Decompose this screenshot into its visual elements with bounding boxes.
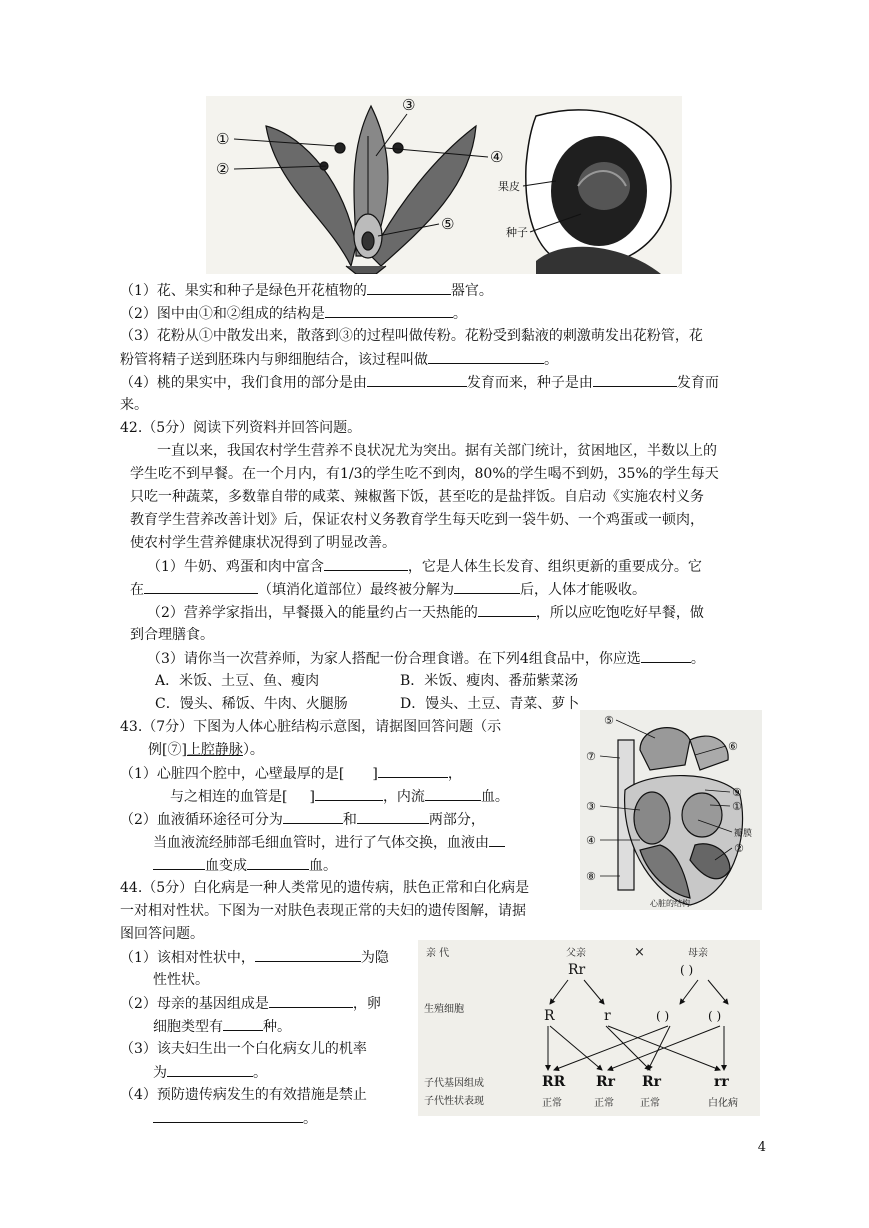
q41-part1: （1）花、果实和种子是绿色开花植物的 器官。	[120, 280, 493, 301]
q44-part3-line2: 为 。	[153, 1062, 267, 1083]
answer-blank[interactable]	[325, 303, 453, 318]
row-label-offspring-phenotype: 子代性状表现	[424, 1096, 484, 1107]
row-label-gametes: 生殖细胞	[424, 1004, 464, 1015]
heart-structure-figure	[580, 710, 762, 910]
flower-fruit-figure	[206, 96, 682, 274]
trait-4: 白化病	[708, 1098, 738, 1109]
q44-part4-line2: 。	[153, 1108, 317, 1129]
q42-passage-line1: 一直以来，我国农村学生营养不良状况尤为突出。据有关部门统计，贫困地区，半数以上的	[157, 443, 717, 459]
q41-part3-line2: 粉管将精子送到胚珠内与卵细胞结合，该过程叫做 。	[120, 349, 558, 370]
answer-blank[interactable]	[255, 947, 361, 962]
q42-option-b: B．米饭、瘦肉、番茄紫菜汤	[400, 673, 579, 689]
heart-callout-2: ②	[734, 842, 744, 855]
q42-heading: 42.（5分）阅读下列资料并回答问题。	[120, 420, 362, 436]
mother-label: 母亲	[688, 948, 708, 959]
answer-blank[interactable]	[425, 786, 481, 801]
cross-symbol: ×	[634, 945, 645, 960]
answer-blank[interactable]	[378, 763, 448, 778]
answer-blank[interactable]	[324, 556, 408, 571]
q43-heading-example: 例[⑦]上腔静脉）。	[148, 742, 264, 758]
answer-blank[interactable]	[593, 372, 677, 387]
q42-option-a: A．米饭、土豆、鱼、瘦肉	[155, 673, 320, 689]
heart-callout-9: ⑨	[732, 786, 742, 799]
heart-callout-6: ⑥	[728, 740, 738, 753]
gamete-R: R	[544, 1008, 555, 1024]
trait-1: 正常	[542, 1098, 562, 1109]
offspring-Rr-2: Rr	[642, 1074, 662, 1090]
offspring-rr: rr	[714, 1074, 729, 1090]
trait-3: 正常	[640, 1098, 660, 1109]
father-label: 父亲	[566, 948, 586, 959]
answer-blank[interactable]	[223, 1016, 263, 1031]
q43-heading: 43.（7分）下图为人体心脏结构示意图，请据图回答问题（示	[120, 719, 502, 735]
callout-4: ④	[490, 148, 504, 166]
answer-blank[interactable]	[167, 1062, 253, 1077]
q44-part1-line2: 性性状。	[153, 972, 209, 988]
heart-callout-7: ⑦	[586, 750, 596, 763]
q44-part2-line1: （2）母亲的基因组成是 ，卵	[120, 993, 381, 1014]
answer-blank[interactable]	[283, 809, 343, 824]
q44-heading-line3: 图回答问题。	[120, 926, 204, 942]
q42-sub3: （3）请你当一次营养师，为家人搭配一份合理食谱。在下列4组食品中，你应选 。	[147, 648, 705, 669]
answer-blank[interactable]	[315, 786, 383, 801]
heart-callout-3: ③	[586, 800, 596, 813]
callout-5: ⑤	[441, 215, 455, 233]
callout-3: ③	[402, 96, 416, 114]
q44-heading-line2: 一对相对性状。下图为一对肤色表现正常的夫妇的遗传图解，请据	[120, 903, 526, 919]
heart-caption: 心脏的结构	[650, 899, 690, 908]
genetics-diagram	[418, 940, 760, 1116]
heart-callout-8: ⑧	[586, 870, 596, 883]
callout-2: ②	[216, 160, 230, 178]
q42-sub1-line1: （1）牛奶、鸡蛋和肉中富含 ，它是人体生长发育、组织更新的重要成分。它	[147, 556, 702, 577]
answer-blank[interactable]	[428, 349, 544, 364]
q44-part2-line2: 细胞类型有 种。	[153, 1016, 291, 1037]
q42-passage-line2: 学生吃不到早餐。在一个月内，有1/3的学生吃不到肉，80%的学生喝不到奶，35%的学生每天	[130, 466, 719, 482]
q44-part3-line1: （3）该夫妇生出一个白化病女儿的机率	[120, 1041, 367, 1057]
seed-label: 种子	[506, 226, 528, 239]
q42-passage-line4: 教育学生营养改善计划》后，保证农村义务教育学生每天吃到一袋牛奶、一个鸡蛋或一顿肉，	[130, 512, 704, 528]
answer-blank[interactable]	[478, 602, 536, 617]
callout-1: ①	[216, 130, 230, 148]
offspring-Rr-1: Rr	[596, 1074, 616, 1090]
offspring-RR: RR	[542, 1074, 566, 1090]
q43-part1-line1: （1）心脏四个腔中，心壁最厚的是[ ] ，	[120, 763, 462, 784]
q44-heading-line1: 44.（5分）白化病是一种人类常见的遗传病，肤色正常和白化病是	[120, 880, 530, 896]
trait-2: 正常	[594, 1098, 614, 1109]
q41-part4-line2: 来。	[120, 397, 148, 413]
mother-gamete-1: ( )	[656, 1009, 670, 1023]
q43-part2-line2: 当血液流经肺部毛细血管时，进行了气体交换，血液由	[153, 832, 505, 853]
gamete-r: r	[604, 1008, 611, 1024]
answer-blank[interactable]	[153, 1108, 303, 1123]
answer-blank[interactable]	[489, 832, 505, 847]
q44-part1-line1: （1）该相对性状中， 为隐	[120, 947, 389, 968]
valve-label: 瓣膜	[734, 829, 753, 839]
q42-sub2-line2: 到合理膳食。	[130, 627, 214, 643]
q42-passage-line5: 使农村学生营养健康状况得到了明显改善。	[130, 535, 396, 551]
answer-blank[interactable]	[641, 648, 691, 663]
q43-part2-line1: （2）血液循环途径可分为 和 两部分，	[120, 809, 485, 830]
answer-blank[interactable]	[269, 993, 353, 1008]
answer-blank[interactable]	[454, 579, 520, 594]
row-label-parents: 亲 代	[426, 948, 450, 959]
page-number: 4	[757, 1140, 766, 1155]
q42-option-c: C．馒头、稀饭、牛肉、火腿肠	[155, 696, 348, 712]
answer-blank[interactable]	[153, 855, 205, 870]
q42-passage-line3: 只吃一种蔬菜，多数靠自带的咸菜、辣椒酱下饭，甚至吃的是盐拌饭。自启动《实施农村义务	[130, 489, 704, 505]
mother-genotype: ( )	[680, 963, 694, 977]
row-label-offspring-genotype: 子代基因组成	[424, 1078, 484, 1089]
heart-callout-1: ①	[732, 800, 742, 813]
q42-option-d: D．馒头、土豆、青菜、萝卜	[400, 696, 580, 712]
answer-blank[interactable]	[247, 855, 309, 870]
q43-part1-line2: 与之相连的血管是[ ] ，内流 血。	[170, 786, 509, 807]
mother-gamete-2: ( )	[708, 1009, 722, 1023]
q44-part4-line1: （4）预防遗传病发生的有效措施是禁止	[120, 1087, 367, 1103]
q41-part3-line1: （3）花粉从①中散发出来，散落到③的过程叫做传粉。花粉受到黏液的刺激萌发出花粉管，花	[120, 328, 703, 344]
q42-sub1-line2: 在 （填消化道部位）最终被分解为 后，人体才能吸收。	[130, 579, 646, 600]
q43-part2-line3: 血变成 血。	[153, 855, 337, 876]
answer-blank[interactable]	[357, 809, 429, 824]
pericarp-label: 果皮	[498, 180, 520, 193]
heart-callout-5: ⑤	[604, 714, 614, 727]
answer-blank[interactable]	[367, 372, 467, 387]
q42-sub2-line1: （2）营养学家指出，早餐摄入的能量约占一天热能的 ，所以应吃饱吃好早餐，做	[147, 602, 704, 623]
answer-blank[interactable]	[367, 280, 451, 295]
answer-blank[interactable]	[144, 579, 258, 594]
q41-part2: （2）图中由①和②组成的结构是 。	[120, 303, 467, 324]
heart-callout-4: ④	[586, 834, 596, 847]
q41-part4-line1: （4）桃的果实中，我们食用的部分是由 发育而来，种子是由 发育而	[120, 372, 719, 393]
father-genotype: Rr	[568, 962, 586, 978]
